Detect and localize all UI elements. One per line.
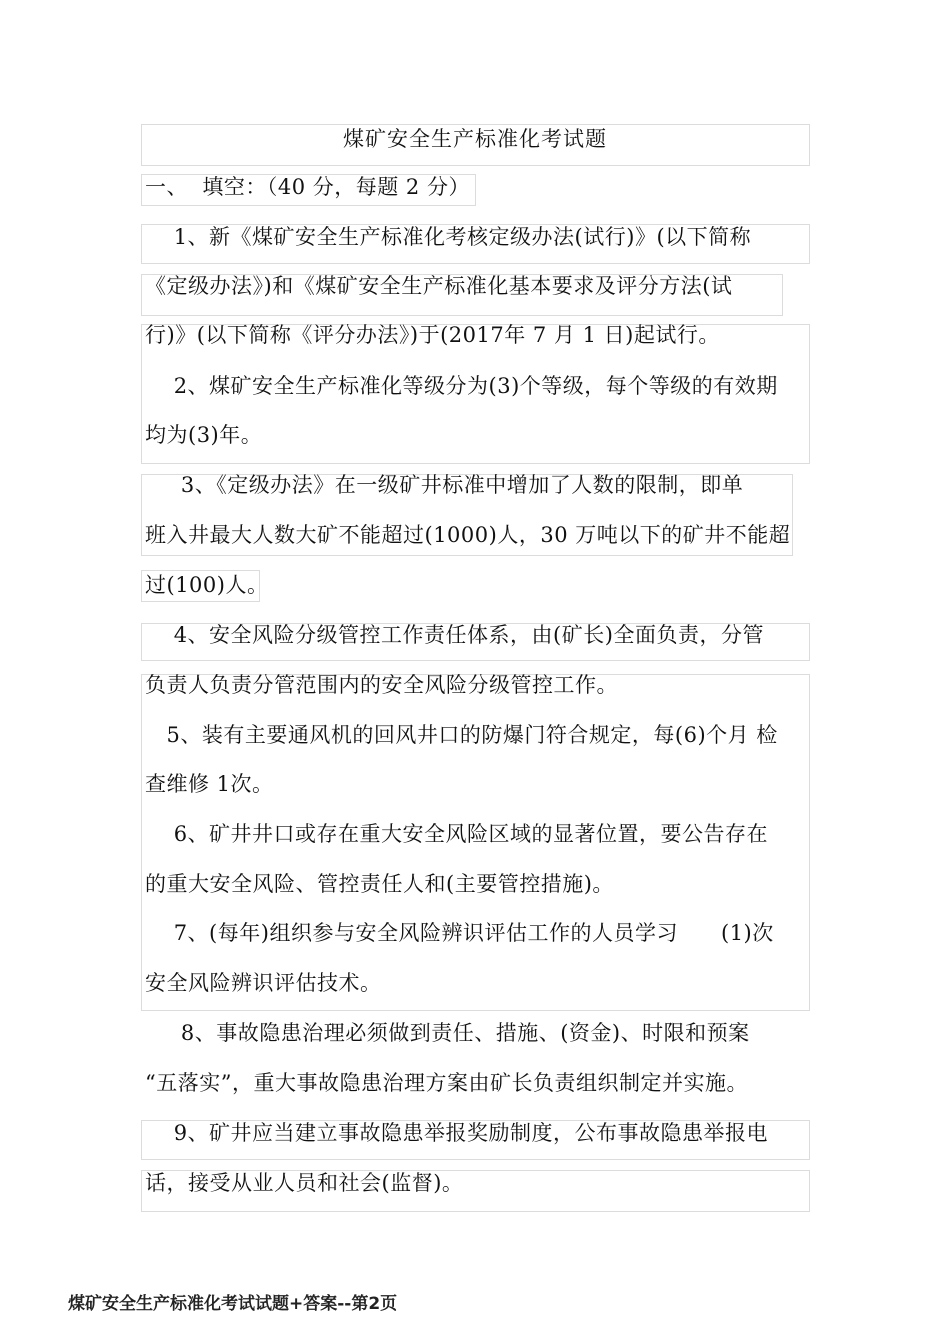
text-line: 6、矿井井口或存在重大安全风险区域的显著位置，要公告存在 (145, 822, 769, 846)
text-line: 行)》(以下简称《评分办法》)于(2017年 7 月 1 日)起试行。 (145, 323, 720, 347)
text-line: 8、事故隐患治理必须做到责任、措施、(资金)、时限和预案 (145, 1021, 750, 1045)
text-line: 均为(3)年。 (145, 423, 263, 447)
text-line: “五落实”，重大事故隐患治理方案由矿长负责组织制定并实施。 (145, 1071, 748, 1095)
text-line: 的重大安全风险、管控责任人和(主要管控措施)。 (145, 872, 614, 896)
text-line: 安全风险辨识评估技术。 (145, 971, 382, 995)
text-line: 9、矿井应当建立事故隐患举报奖励制度，公布事故隐患举报电 (145, 1121, 769, 1145)
text-line: 班入井最大人数大矿不能超过(1000)人，30 万吨以下的矿井不能超 (145, 523, 791, 547)
page-footer: 煤矿安全生产标准化考试试题+答案--第2页 (68, 1294, 398, 1314)
text-line: 《定级办法》)和《煤矿安全生产标准化基本要求及评分方法(试 (145, 274, 733, 298)
text-line: 2、煤矿安全生产标准化等级分为(3)个等级，每个等级的有效期 (145, 374, 778, 398)
text-line: 7、(每年)组织参与安全风险辨识评估工作的人员学习 (1)次 (145, 921, 774, 945)
text-line: 4、安全风险分级管控工作责任体系，由(矿长)全面负责，分管 (145, 623, 764, 647)
text-line: 查维修 1次。 (145, 772, 274, 796)
text-line: 过(100)人。 (145, 573, 269, 597)
page-title: 煤矿安全生产标准化考试题 (343, 127, 607, 151)
text-line: 1、新《煤矿安全生产标准化考核定级办法(试行)》(以下简称 (145, 225, 752, 249)
section-heading: 一、 填空：（40 分，每题 2 分） (145, 175, 470, 199)
text-line: 负责人负责分管范围内的安全风险分级管控工作。 (145, 673, 618, 697)
text-line: 话，接受从业人员和社会(监督)。 (145, 1171, 464, 1195)
text-line: 5、装有主要通风机的回风井口的防爆门符合规定，每(6)个月 检 (145, 723, 778, 747)
text-line: 3、《定级办法》在一级矿井标准中增加了人数的限制，即单 (145, 473, 744, 497)
